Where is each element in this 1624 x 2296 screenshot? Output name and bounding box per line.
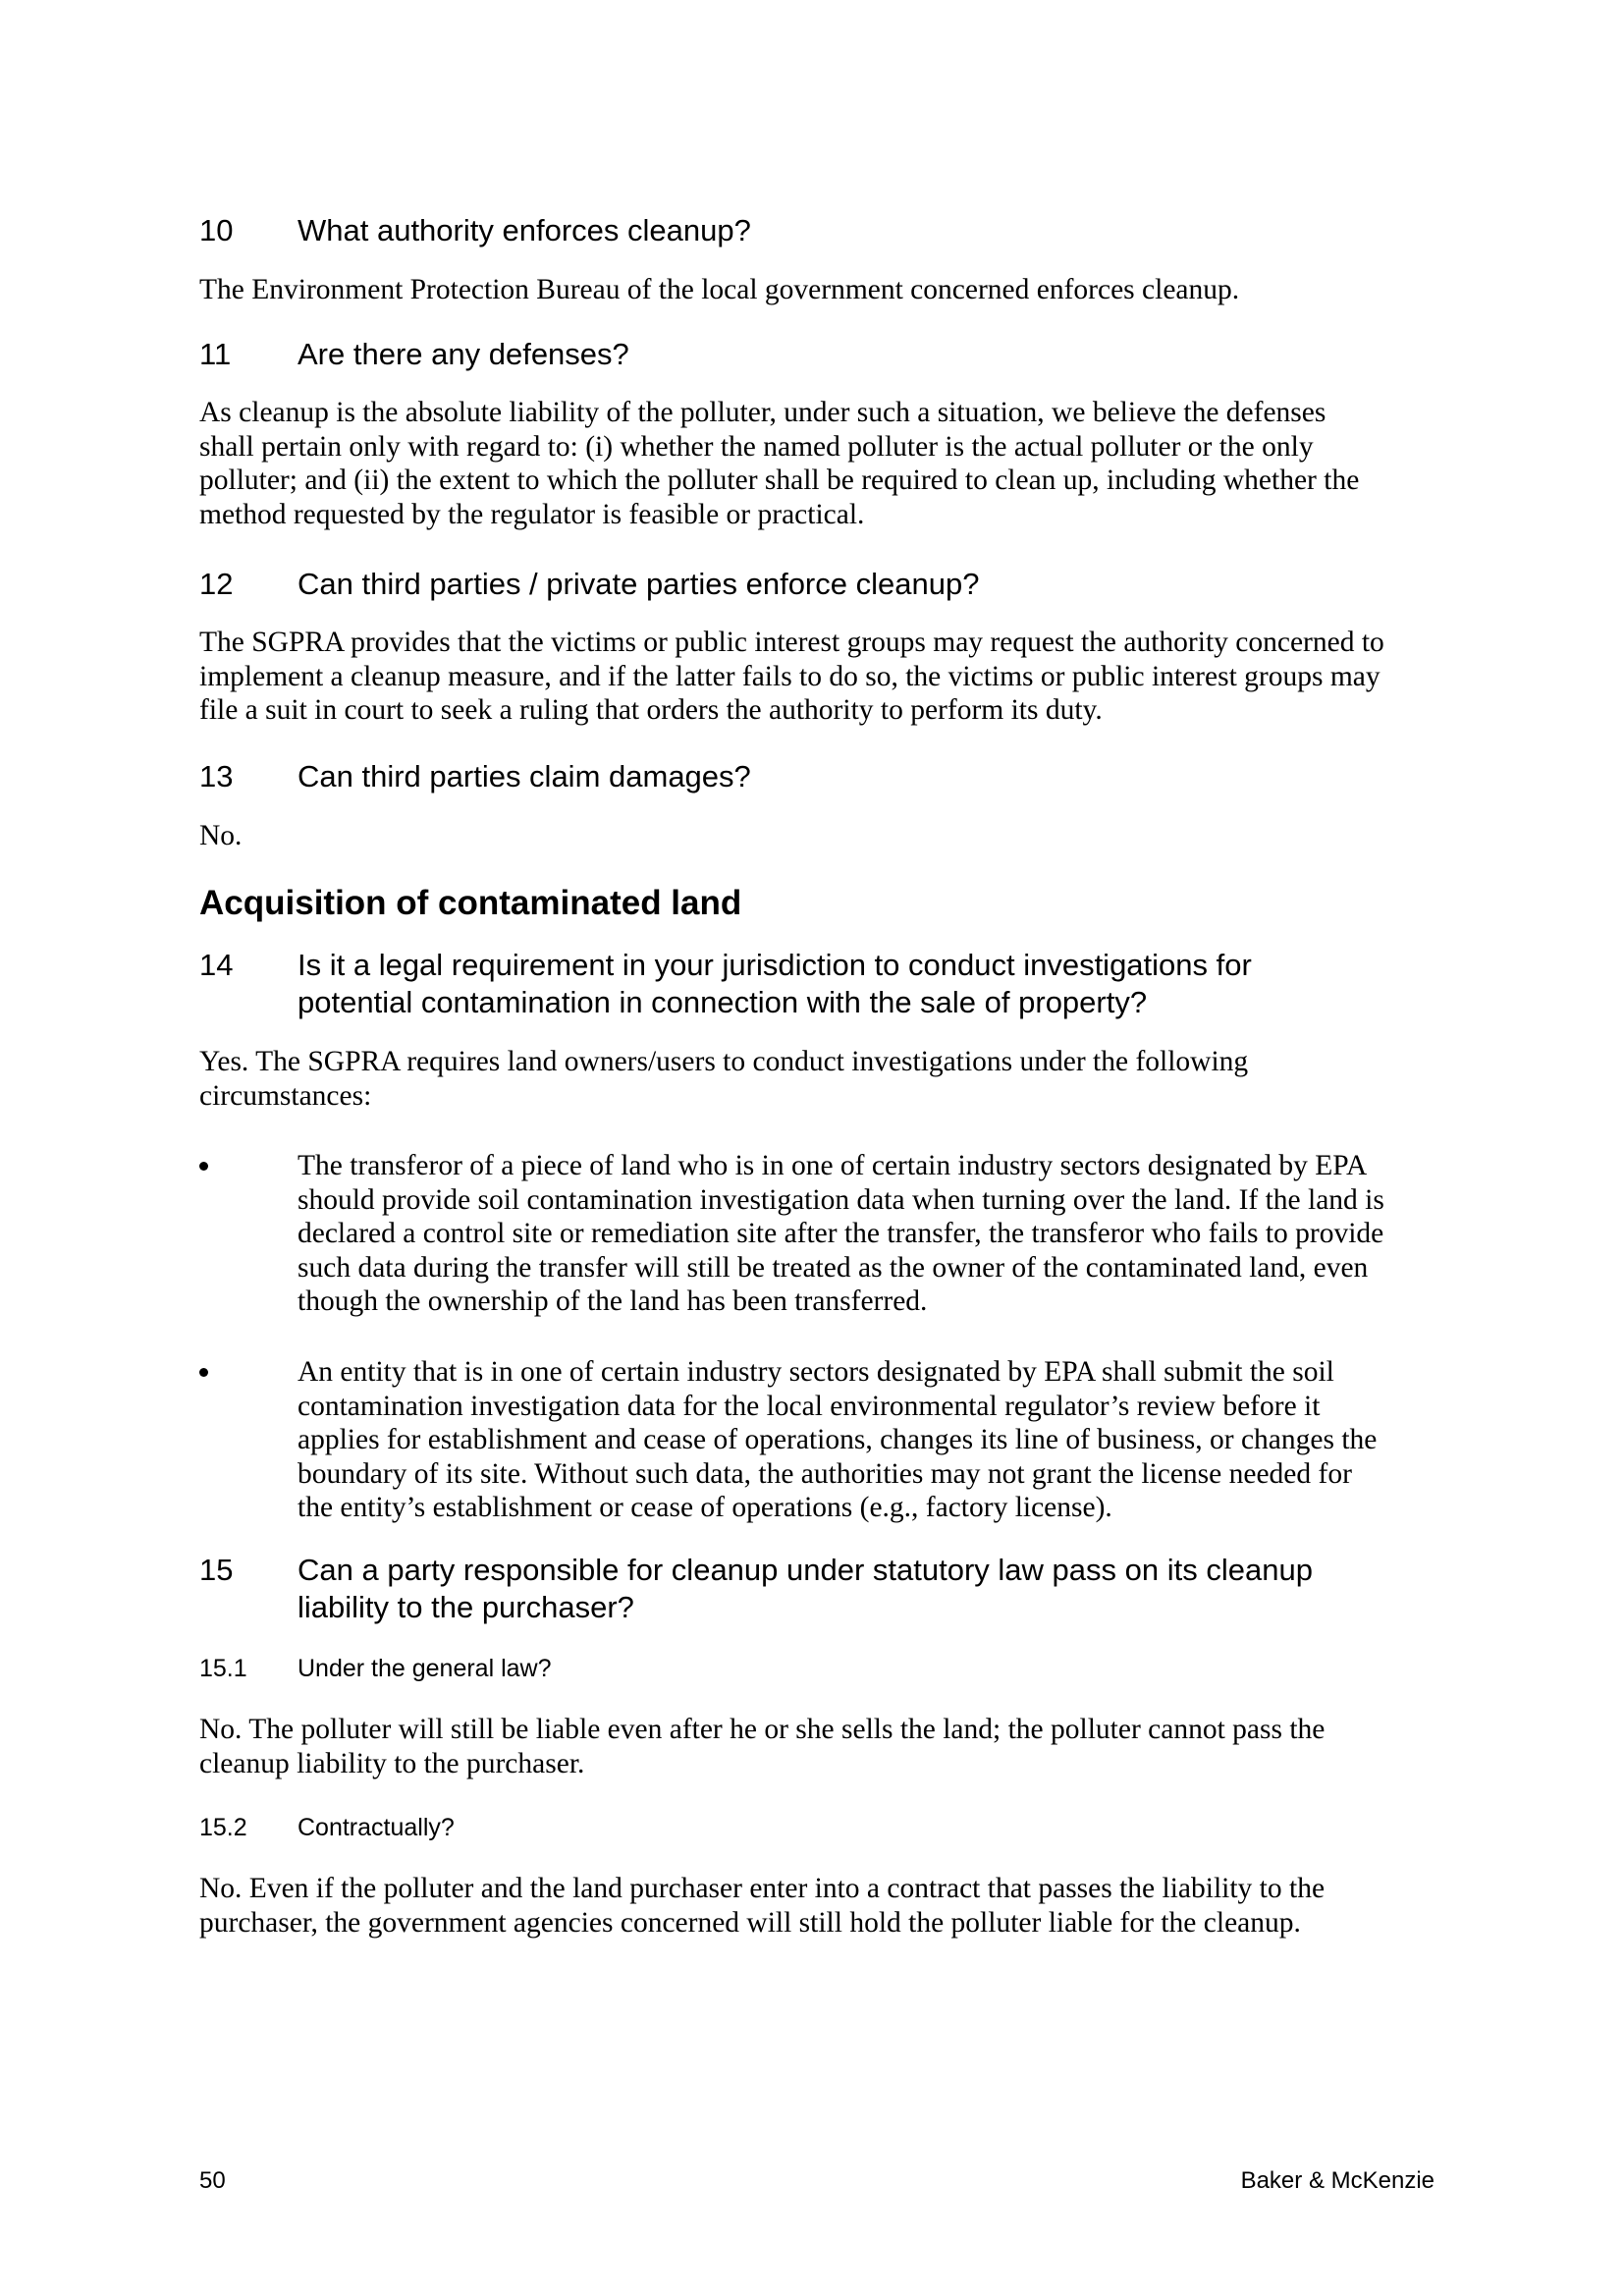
bullet-item bbox=[199, 1149, 1438, 1319]
answer-line: Yes. The SGPRA requires land owners/users to conduct investigations under the following bbox=[199, 1046, 1249, 1077]
question-number: 12 bbox=[199, 567, 234, 601]
bullet-item bbox=[199, 1355, 1438, 1525]
subquestion-15-1-heading bbox=[199, 1654, 1438, 1683]
bullet-line: boundary of its site. Without such data, the authorities may not grant the license needed for bbox=[298, 1457, 1352, 1490]
bullet-line: The transferor of a piece of land who is in one of certain industry sectors designated by EPA bbox=[298, 1150, 1368, 1181]
question-number: 10 bbox=[199, 213, 234, 247]
subquestion-text: Under the general law? bbox=[298, 1655, 552, 1682]
answer-line: implement a cleanup measure, and if the latter fails to do so, the victims or public interest groups may bbox=[199, 660, 1380, 692]
answer-line: method requested by the regulator is feasible or practical. bbox=[199, 498, 865, 530]
answer-line: cleanup liability to the purchaser. bbox=[199, 1747, 585, 1779]
page-footer bbox=[199, 2166, 1435, 2196]
question-number: 13 bbox=[199, 759, 234, 793]
question-text: What authority enforces cleanup? bbox=[298, 213, 751, 247]
question-text: Can third parties claim damages? bbox=[298, 759, 751, 793]
bullet-line: contamination investigation data for the local environmental regulator’s review before it bbox=[298, 1390, 1321, 1422]
answer-line: file a suit in court to seek a ruling that orders the authority to perform its duty. bbox=[199, 694, 1103, 726]
answer-line: shall pertain only with regard to: (i) whether the named polluter is the actual polluter or the only bbox=[199, 430, 1314, 463]
question-10-heading bbox=[199, 212, 1438, 249]
question-13-heading bbox=[199, 758, 1438, 795]
bullet-line: should provide soil contamination investigation data when turning over the land. If the land is bbox=[298, 1183, 1384, 1216]
subquestion-15-2-answer bbox=[199, 1872, 1438, 1940]
question-11-heading bbox=[199, 336, 1438, 373]
question-text bbox=[298, 947, 1438, 1021]
question-number: 14 bbox=[199, 948, 234, 982]
question-text: Are there any defenses? bbox=[298, 337, 629, 371]
question-text-line: Can a party responsible for cleanup under statutory law pass on its cleanup bbox=[298, 1553, 1313, 1587]
subquestion-number: 15.2 bbox=[199, 1814, 247, 1841]
question-text-line: liability to the purchaser? bbox=[298, 1590, 634, 1624]
bullet-text bbox=[298, 1149, 1384, 1319]
answer-line: No. Even if the polluter and the land purchaser enter into a contract that passes the liability to the bbox=[199, 1873, 1326, 1904]
answer-line: polluter; and (ii) the extent to which the polluter shall be required to clean up, including whether the bbox=[199, 465, 1360, 496]
question-12-answer bbox=[199, 626, 1438, 728]
bullet-line: An entity that is in one of certain industry sectors designated by EPA shall submit the soil bbox=[298, 1356, 1334, 1388]
question-11-answer bbox=[199, 396, 1438, 531]
bullet-line: applies for establishment and cease of operations, changes its line of business, or changes the bbox=[298, 1424, 1378, 1455]
bullet-line: the entity’s establishment or cease of operations (e.g., factory license). bbox=[298, 1492, 1112, 1523]
question-text-line: potential contamination in connection with the sale of property? bbox=[298, 985, 1148, 1019]
question-text-line: Is it a legal requirement in your jurisdiction to conduct investigations for bbox=[298, 948, 1252, 982]
question-12-heading bbox=[199, 566, 1438, 603]
answer-line: No. The polluter will still be liable even after he or she sells the land; the polluter cannot pass the bbox=[199, 1714, 1326, 1745]
subquestion-15-2-heading bbox=[199, 1813, 1438, 1842]
bullet-line: declared a control site or remediation site after the transfer, the transferor who fails to provide bbox=[298, 1218, 1384, 1249]
answer-line: As cleanup is the absolute liability of the polluter, under such a situation, we believe the defenses bbox=[199, 397, 1326, 428]
section-heading: Acquisition of contaminated land bbox=[199, 884, 742, 922]
bullet-line: such data during the transfer will still be treated as the owner of the contaminated land, even bbox=[298, 1251, 1369, 1284]
question-13-answer bbox=[199, 819, 1438, 853]
answer-line: The Environment Protection Bureau of the local government concerned enforces cleanup. bbox=[199, 274, 1240, 305]
answer-line: The SGPRA provides that the victims or public interest groups may request the authority concerned to bbox=[199, 627, 1384, 658]
question-text bbox=[298, 1552, 1438, 1626]
question-number: 15 bbox=[199, 1553, 234, 1587]
footer-firm-name: Baker & McKenzie bbox=[1240, 2167, 1435, 2194]
question-number: 11 bbox=[199, 337, 232, 371]
question-15-heading bbox=[199, 1552, 1438, 1626]
question-text: Can third parties / private parties enforce cleanup? bbox=[298, 567, 980, 601]
question-14-heading bbox=[199, 947, 1438, 1021]
bullet-text bbox=[298, 1355, 1377, 1525]
question-10-answer bbox=[199, 273, 1438, 307]
question-14-answer bbox=[199, 1045, 1438, 1113]
subquestion-15-1-answer bbox=[199, 1713, 1438, 1780]
page-number: 50 bbox=[199, 2167, 226, 2194]
subquestion-number: 15.1 bbox=[199, 1655, 247, 1682]
bullet-line: though the ownership of the land has been transferred. bbox=[298, 1285, 928, 1317]
answer-line: No. bbox=[199, 820, 243, 851]
answer-line: purchaser, the government agencies concerned will still hold the polluter liable for the cleanup. bbox=[199, 1906, 1301, 1939]
bullet-icon bbox=[199, 1355, 298, 1525]
subquestion-text: Contractually? bbox=[298, 1814, 455, 1841]
bullet-icon bbox=[199, 1149, 298, 1319]
answer-line: circumstances: bbox=[199, 1079, 372, 1112]
